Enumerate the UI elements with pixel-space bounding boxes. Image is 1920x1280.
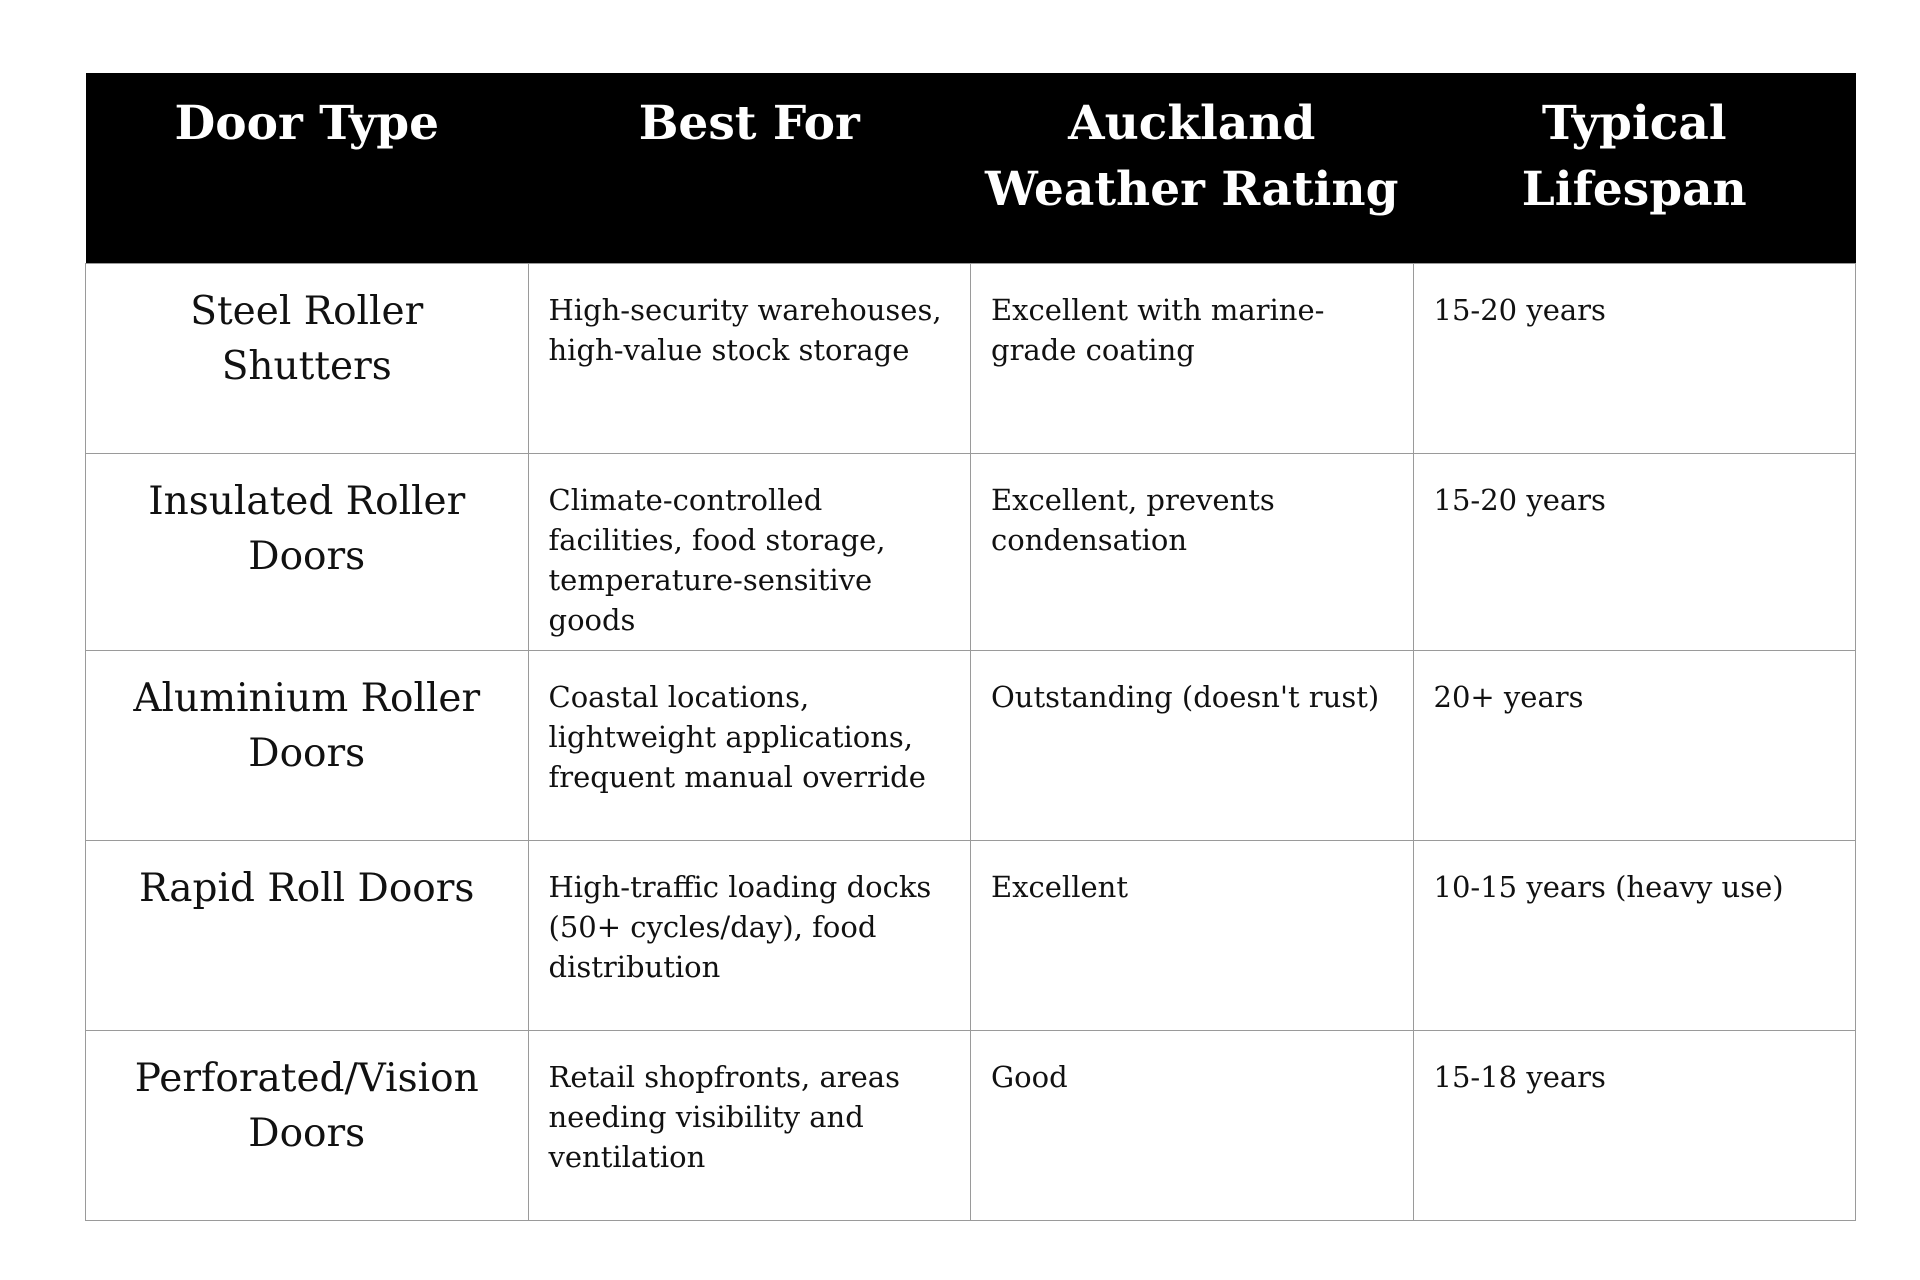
table-body — [86, 263, 1856, 1220]
door-comparison-table-wrapper — [85, 73, 1856, 1221]
weather-rating-cell: Outstanding (doesn't rust) — [971, 650, 1414, 840]
door-type-cell: Insulated Roller Doors — [86, 453, 529, 650]
header-lifespan: Typical Lifespan — [1413, 73, 1856, 263]
weather-rating-cell: Excellent — [971, 840, 1414, 1030]
table-row — [86, 263, 1856, 453]
weather-rating-cell: Excellent, prevents condensation — [971, 453, 1414, 650]
table-row — [86, 650, 1856, 840]
lifespan-cell: 15-20 years — [1413, 453, 1856, 650]
header-best-for: Best For — [528, 73, 971, 263]
door-type-cell: Rapid Roll Doors — [86, 840, 529, 1030]
door-type-cell: Perforated/Vision Doors — [86, 1030, 529, 1220]
header-door-type: Door Type — [86, 73, 529, 263]
header-row — [86, 73, 1856, 263]
table-row — [86, 840, 1856, 1030]
door-comparison-table — [85, 73, 1856, 1221]
lifespan-cell: 20+ years — [1413, 650, 1856, 840]
door-type-cell: Steel Roller Shutters — [86, 263, 529, 453]
best-for-cell: High-traffic loading docks (50+ cycles/day), food distribution — [528, 840, 971, 1030]
weather-rating-cell: Good — [971, 1030, 1414, 1220]
table-header — [86, 73, 1856, 263]
lifespan-cell: 15-20 years — [1413, 263, 1856, 453]
lifespan-cell: 10-15 years (heavy use) — [1413, 840, 1856, 1030]
lifespan-cell: 15-18 years — [1413, 1030, 1856, 1220]
table-row — [86, 453, 1856, 650]
best-for-cell: Climate-controlled facilities, food storage, temperature-sensitive goods — [528, 453, 971, 650]
best-for-cell: Coastal locations, lightweight applications, frequent manual override — [528, 650, 971, 840]
door-type-cell: Aluminium Roller Doors — [86, 650, 529, 840]
weather-rating-cell: Excellent with marine-grade coating — [971, 263, 1414, 453]
table-row — [86, 1030, 1856, 1220]
best-for-cell: High-security warehouses, high-value stock storage — [528, 263, 971, 453]
best-for-cell: Retail shopfronts, areas needing visibility and ventilation — [528, 1030, 971, 1220]
header-weather-rating: Auckland Weather Rating — [971, 73, 1414, 263]
